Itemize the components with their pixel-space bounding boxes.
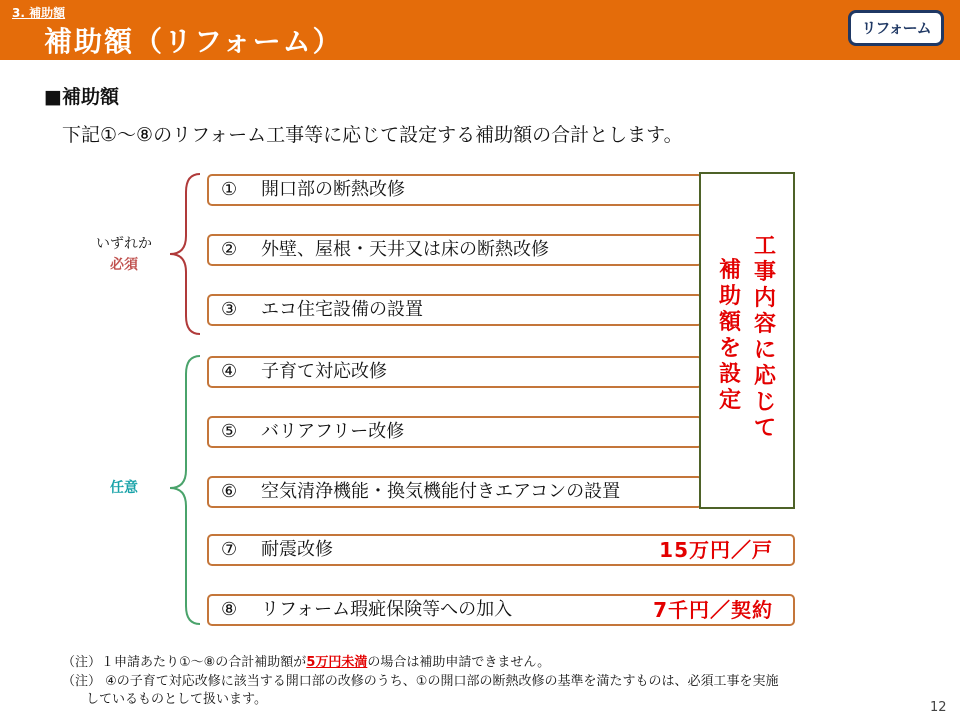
item-number: ② [221, 239, 238, 260]
required-label-line2: 必須 [110, 257, 138, 273]
note-2: （注） ④の子育て対応改修に該当する開口部の改修のうち、①の開口部の断熱改修の基準を満たすものは、必須工事を実施 [62, 674, 779, 689]
required-bracket-icon [170, 174, 200, 334]
page-title: 補助額（リフォーム） [44, 25, 343, 58]
required-group-label [84, 234, 164, 276]
work-item-fixed [207, 534, 795, 566]
item-label: リフォーム瑕疵保険等への加入 [261, 599, 513, 620]
item-number: ⑦ [221, 539, 238, 560]
optional-group-label: 任意 [110, 480, 138, 496]
item-label: 子育て対応改修 [261, 361, 387, 382]
header-bar [0, 0, 960, 60]
reform-badge: リフォーム [848, 10, 944, 46]
optional-bracket-icon [170, 356, 200, 624]
work-content-box [699, 172, 795, 509]
item-price: 15万円／戸 [659, 538, 773, 562]
section-heading: ■補助額 [44, 86, 119, 108]
item-label: 耐震改修 [261, 539, 333, 560]
item-label: バリアフリー改修 [261, 421, 405, 442]
work-item [207, 416, 703, 448]
item-label: 空気清浄機能・換気機能付きエアコンの設置 [261, 481, 621, 502]
item-label: エコ住宅設備の設置 [261, 299, 423, 320]
note-2-cont: しているものとして扱います。 [86, 692, 267, 707]
intro-text: 下記①～⑧のリフォーム工事等に応じて設定する補助額の合計とします。 [62, 124, 683, 146]
work-box-col1: 工事内容に応じて [753, 234, 776, 441]
note-1-post: の場合は補助申請できません。 [367, 655, 551, 670]
note-1-pre: （注）１申請あたり①～⑧の合計補助額が [62, 655, 307, 670]
item-label: 開口部の断熱改修 [261, 179, 405, 200]
item-price: 7千円／契約 [653, 598, 773, 622]
item-label: 外壁、屋根・天井又は床の断熱改修 [261, 239, 549, 260]
note-1-highlight: 5万円未満 [306, 655, 368, 670]
required-label-line1: いずれか [96, 236, 152, 252]
item-number: ⑤ [221, 421, 238, 442]
work-item [207, 356, 703, 388]
item-number: ⑥ [221, 481, 238, 502]
note-1 [62, 651, 550, 670]
work-item [207, 234, 703, 266]
work-item [207, 174, 703, 206]
work-box-col2: 補助額を設定 [718, 258, 741, 413]
item-number: ⑧ [221, 599, 238, 620]
breadcrumb[interactable]: 3. 補助額 [12, 6, 66, 20]
work-item-fixed [207, 594, 795, 626]
item-number: ① [221, 179, 238, 200]
page-number: 12 [930, 700, 947, 715]
item-number: ④ [221, 361, 238, 382]
item-number: ③ [221, 299, 238, 320]
work-item [207, 476, 703, 508]
work-item [207, 294, 703, 326]
